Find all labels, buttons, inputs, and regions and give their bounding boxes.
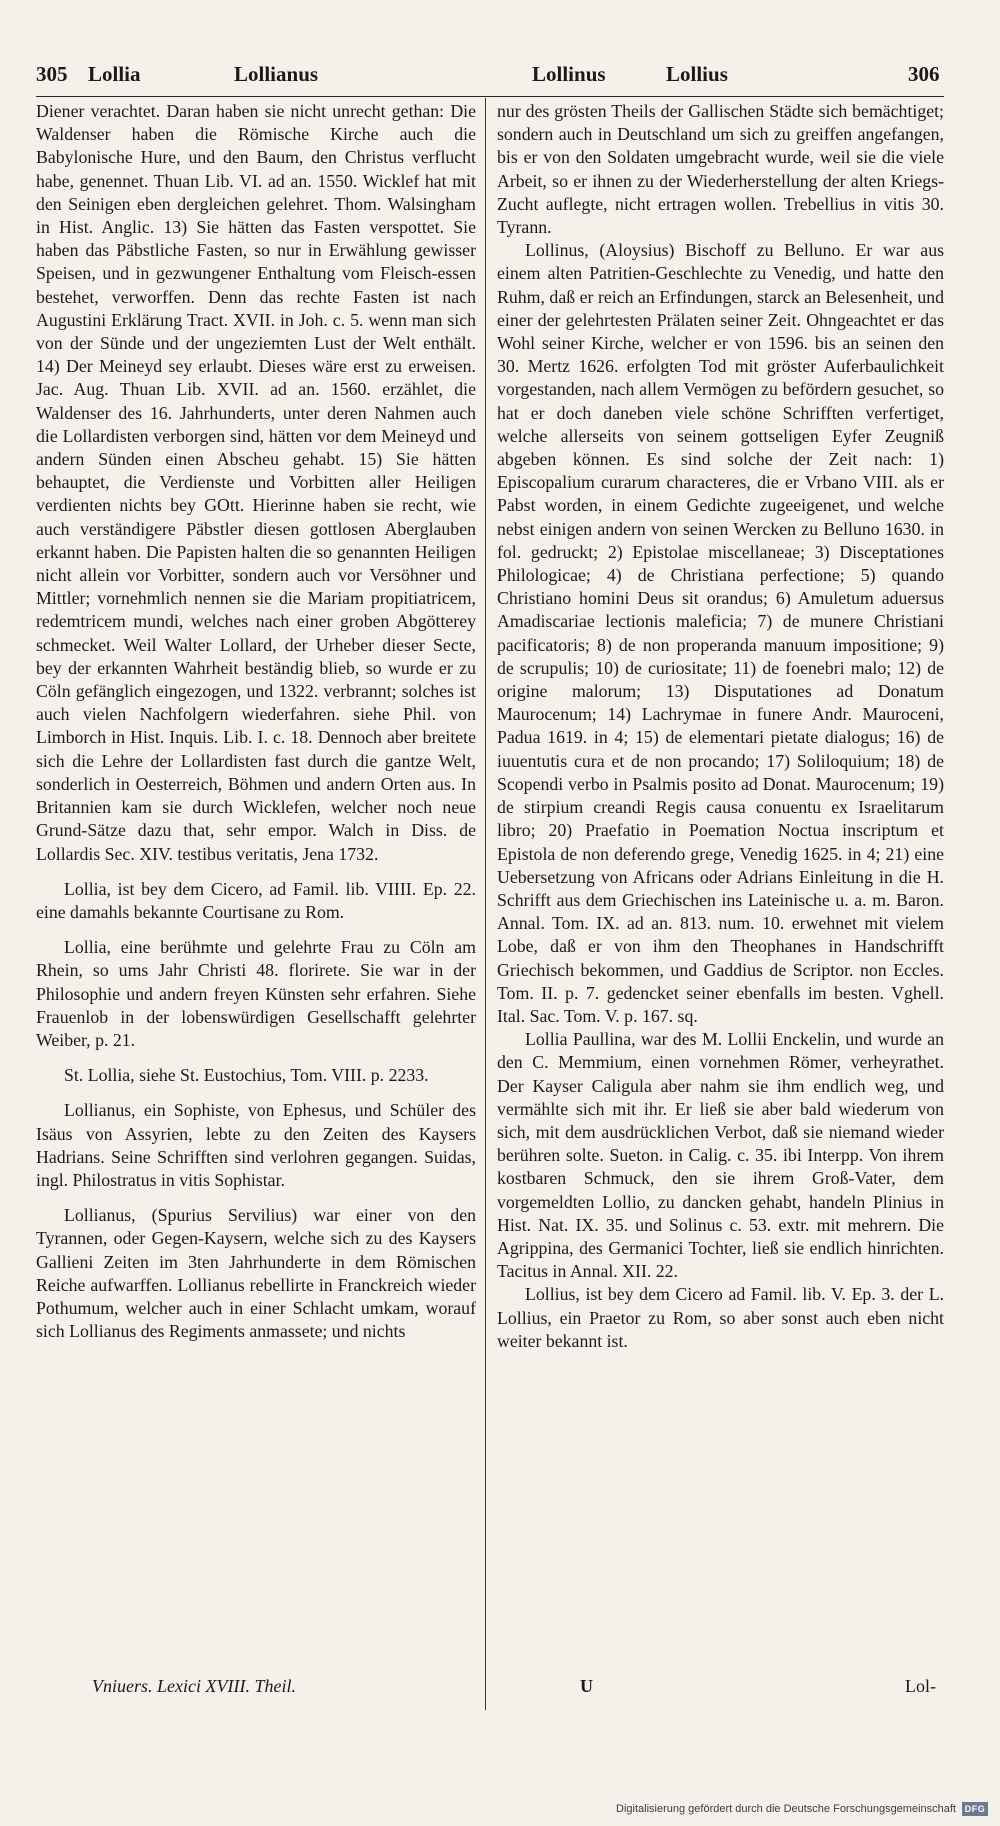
left-header-keyword-2: Lollianus [234,62,319,86]
entry-paragraph: Diener verachtet. Daran haben sie nicht unrecht gethan: Die Waldenser haben die Römische Kirche auch die Babylonische Hure, und den Baum, den Christus verflucht habe, genennet. Thuan Lib. VI. ad an. 1550. Wicklef hat mit den Seinigen eben dergleichen gelehret. Thom. Walsingham in Hist. Anglic. 13) Sie hätten das Fasten verspottet. Sie haben das Päbstliche Fasten, so nur in Erwählung gewisser Speisen, und in gezwungener Enthaltung vom Fleisch-essen bestehet, verworffen. Denn das rechte Fasten ist nach Augustini Erklärung Tract. XVII. in Joh. c. 5. wenn man sich von der Sünde und der ungeziemten Lust der Welt enthält. 14) Der Meineyd sey erlaubt. Dieses wäre erst zu erweisen. Jac. Aug. Thuan Lib. XVII. ad an. 1560. erzählet, die Waldenser des 16. Jahrhunderts, unter deren Nahmen auch die Lollardisten verborgen sind, hätten vor dem Meineyd und andern Sünden einen Abscheu gehabt. 15) Sie hätten behauptet, die Verdienste und Vorbitten aller Heiligen verdienten nichts bey GOtt. Hierinne haben sie recht, wie auch verständigere Päbstler diesen gottlosen Aberglauben erkannt haben. Die Papisten halten die so genannten Heiligen nicht allein vor Vorbitter, sondern auch vor Versöhner und Mittler; vornehmlich nennen sie die Mariam propitiatricem, redemtricem mundi, welches nach einer groben Abgötterey schmecket. Weil Walter Lollard, der Urheber dieser Secte, bey der erkannten Wahrheit beständig blieb, so wurde er zu Cöln gefänglich eingezogen, und 1322. verbrannt; solches ist auch vielen Nachfolgern wiederfahren. siehe Phil. von Limborch in Hist. Inquis. Lib. I. c. 18. Dennoch aber breitete sich die Lehre der Lollardisten fast durch die gantze Welt, sonderlich in Oesterreich, Böhmen und andern Orten aus. In Britannien kam sie durch Wicklefen, welcher noch neue Grund-Sätze dazu that, sehr empor. Walch in Diss. de Lollardis Sec. XIV. testibus veritatis, Jena 1732. [36,101,476,864]
entry-paragraph: Lollinus, (Aloysius) Bischoff zu Belluno. Er war aus einem alten Patritien-Geschlechte zu Venedig, und hatte den Ruhm, daß er reich an Erfindungen, starck an Belesenheit, und einer der gelehrtesten Prälaten seiner Zeit. Ohngeachtet er das Wohl seiner Kirche, welcher er von 1596. bis an seinen den 30. Mertz 1626. erfolgten Tod mit gröster Auferbaulichkeit vorgestanden, nach allem Vermögen zu befördern gesuchet, so hat er doch daneben viele schöne Schrifften verfertiget, welche allerseits von seinem gottseligen Eyfer Zeugniß abgeben können. Es sind solche der Zeit nach: 1) Episcopalium curarum characteres, die er Vrbano VIII. als er Pabst worden, in einem Gedichte zugeeigenet, und welche nebst einigen andern von seinen Wercken zu Belluno 1630. in fol. gedruckt; 2) Epistolae miscellaneae; 3) Disceptationes Philologicae; 4) de Christiana perfectione; 5) quando Christiano homini Deus sit orandus; 6) Amuletum aduersus Amadiscariae lectionis maleficia; 7) de munere Christiani pacificatoris; 8) de non properanda manuum impositione; 9) de scrupulis; 10) de curiositate; 11) de foenebri malo; 12) de origine malorum; 13) Disputationes ad Donatum Maurocenum; 14) Lachrymae in funere Andr. Mauroceni, Padua 1619. in 4; 15) de elementari pietate dialogus; 16) de iuuentutis cura et de non procando; 17) Soliloquium; 18) de Scopendi verbo in Psalmis posito ad Donat. Maurocenum; 19) de stirpium creandi Regis causa conuentu ex Israelitarum libro; 20) Praefatio in Poemation Noctua inscriptum et Epistola de non deferendo grege, Venedig 1625. in 4; 21) eine Uebersetzung von Africans oder Adrians Einleitung in die H. Schrifft aus dem Griechischen ins Lateinische u. a. m. Baron. Annal. Tom. IX. ad an. 813. num. 10. erwehnet mit vielem Lobe, daß er von ihm den Theophanes in Handschrifft Griechisch bekommen, und Gaddius de Scriptor. non Eccles. Tom. II. p. 7. gedencket seiner ebenfalls im besten. Vghell. Ital. Sac. Tom. V. p. 167. sq. [497,240,944,1026]
header-rule [36,96,944,97]
right-page-number: 306 [908,62,940,86]
left-header-keyword-1: Lollia [88,62,141,86]
credit-text: Digitalisierung gefördert durch die Deutsche Forschungsgemeinschaft [616,1803,956,1815]
right-header-keyword-2: Lollius [666,62,728,86]
column-divider [485,98,486,1710]
footer-signature: Vniuers. Lexici XVIII. Theil. [92,1676,296,1696]
digitization-credit [616,1799,988,1819]
entry-paragraph: Lollianus, ein Sophiste, von Ephesus, und Schüler des Isäus von Assyrien, lebte zu den Zeiten des Kaysers Hadrians. Seine Schrifften sind verlohren gegangen. Suidas, ingl. Philostratus in vitis Sophistar. [36,1100,476,1190]
entry-paragraph: St. Lollia, siehe St. Eustochius, Tom. VIII. p. 2233. [64,1065,429,1086]
left-column [36,100,476,1710]
right-header-keyword-1: Lollinus [532,62,606,86]
entry-paragraph: nur des grösten Theils der Gallischen Städte sich bemächtiget; sondern auch in Deutschland um sich zu greiffen angefangen, bis er von den Soldaten umgebracht wurde, weil sie die viele Arbeit, so er ihnen zu der Wiederherstellung der alten Kriegs-Zucht auflegte, nicht ertragen wollen. Trebellius in vitis 30. Tyrann. [497,101,944,238]
running-header [36,62,944,96]
right-column [497,100,944,1710]
entry-paragraph: Lollia Paullina, war des M. Lollii Enckelin, und wurde an den C. Memmium, einen vornehmen Römer, verheyrathet. Der Kayser Caligula aber nahm sie ihm endlich weg, und vermählte sich mit ihr. Er ließ sie aber bald wiederum von sich, mit dem ausdrücklichen Verbot, daß sie niemand wieder berühren solte. Sueton. in Calig. c. 35. ibi Interpp. Von ihrem kostbaren Schmuck, den sie ihrem Groß-Vater, dem vorgemeldten Lollio, zu dancken gehabt, handeln Plinius in Hist. Nat. IX. 35. und Solinus c. 53. extr. mit mehrern. Die Agrippina, des Germanici Tochter, ließ sie endlich hinrichten. Tacitus in Annal. XII. 22. [497,1029,944,1282]
left-page-number: 305 [36,62,68,86]
entry-paragraph: Lollia, eine berühmte und gelehrte Frau zu Cöln am Rhein, so ums Jahr Christi 48. florirete. Sie war in der Philosophie und andern freyen Künsten sehr erfahren. Siehe Frauenlob in der lobenswürdigen Gesellschafft gelehrter Weiber, p. 21. [36,937,476,1050]
entry-paragraph: Lollia, ist bey dem Cicero, ad Famil. lib. VIIII. Ep. 22. eine damahls bekannte Courtisane zu Rom. [36,878,476,922]
footer-sheet-mark: U [580,1676,593,1696]
entry-paragraph: Lollius, ist bey dem Cicero ad Famil. lib. V. Ep. 3. der L. Lollius, ein Praetor zu Rom, so aber sonst auch eben nicht weiter bekannt ist. [497,1284,944,1351]
dfg-logo-icon: DFG [962,1802,988,1816]
entry-paragraph: Lollianus, (Spurius Servilius) war einer von den Tyrannen, oder Gegen-Kaysern, welche sich zu des Kaysers Gallieni Zeiten im 3ten Jahrhunderte in dem Römischen Reiche aufwarffen. Lollianus rebellirte in Franckreich wieder Pothumum, welcher auch in einer Schlacht umkam, worauf sich Lollianus des Regiments anmassete; und nichts [36,1205,476,1342]
footer-catchword: Lol- [905,1676,936,1696]
